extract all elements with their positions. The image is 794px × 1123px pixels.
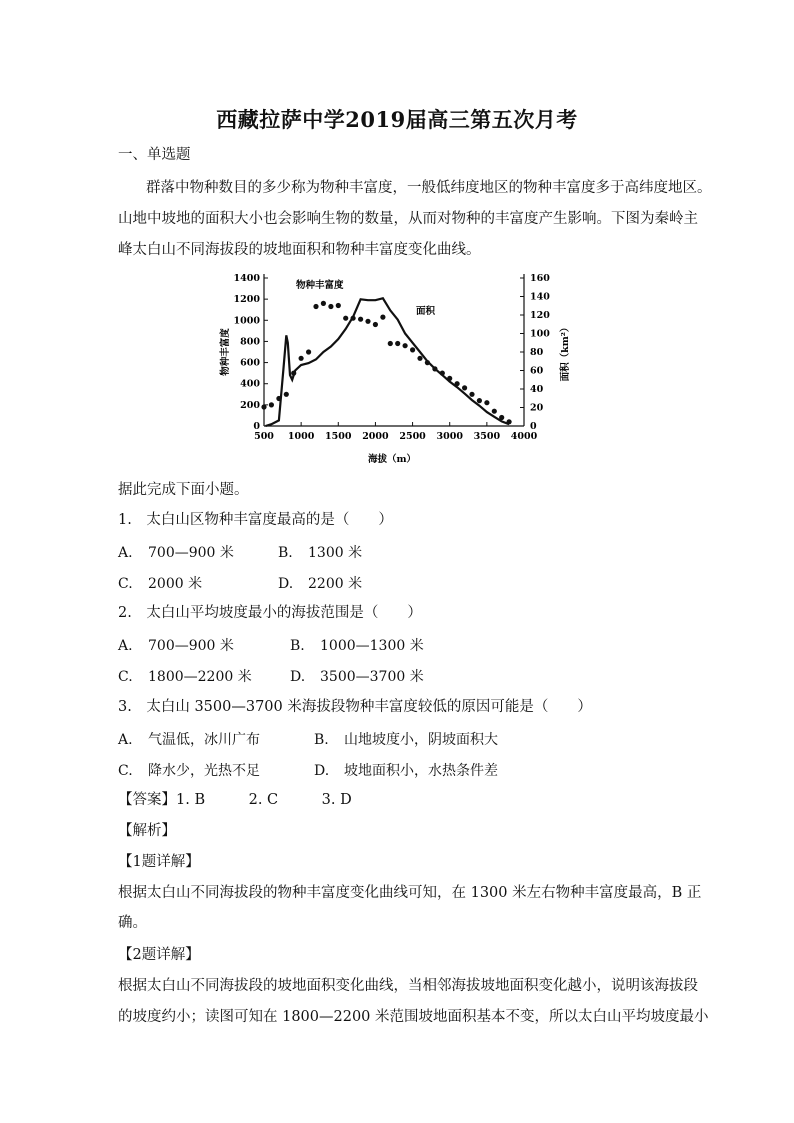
y-axis-label-right: 面积（km²） — [560, 322, 571, 382]
x-tick-label: 1000 — [287, 431, 315, 442]
detail-1-heading: 【1题详解】 — [118, 854, 200, 870]
richness-point — [336, 303, 341, 308]
q1-option-b-key: B. — [278, 545, 293, 561]
richness-point — [403, 343, 408, 348]
detail-2-line-2: 的坡度约小；读图可知在 1800—2200 米范围坡地面积基本不变，所以太白山平均坡度最小 — [118, 1009, 709, 1025]
x-tick-label: 4000 — [510, 431, 538, 442]
richness-point — [469, 392, 474, 397]
area-series-line — [266, 298, 510, 426]
q2-option-b — [290, 635, 424, 655]
instruction: 据此完成下面小题。 — [118, 482, 249, 498]
x-tick-label: 2500 — [399, 431, 426, 442]
richness-point — [492, 409, 497, 414]
y-right-tick-label: 20 — [530, 402, 544, 414]
question-2-stem: 2. 太白山平均坡度最小的海拔范围是（ ） — [118, 605, 422, 621]
richness-point — [380, 315, 385, 320]
richness-point — [417, 356, 422, 361]
y-right-tick-label: 140 — [530, 291, 550, 303]
y-right-tick-label: 0 — [530, 421, 537, 432]
richness-point — [499, 415, 504, 420]
richness-series-label: 物种丰富度 — [296, 280, 344, 291]
q2-option-c-key: C. — [118, 669, 133, 685]
q1-option-a-text: 700—900 米 — [148, 545, 234, 561]
richness-point — [321, 301, 326, 306]
q1-option-d-text: 2200 米 — [308, 576, 363, 592]
q2-option-b-text: 1000—1300 米 — [320, 638, 424, 654]
q2-option-a-text: 700—900 米 — [148, 638, 234, 654]
y-axis-label-left: 物种丰富度 — [220, 328, 231, 376]
y-left-tick-label: 1000 — [233, 315, 260, 327]
x-tick-label: 3000 — [436, 431, 463, 442]
q3-option-a-key: A. — [118, 732, 133, 748]
q2-option-b-key: B. — [290, 638, 305, 654]
y-right-tick-label: 60 — [530, 365, 544, 377]
richness-point — [269, 402, 274, 407]
q1-option-a — [118, 542, 234, 562]
richness-point — [328, 304, 333, 309]
richness-point — [343, 316, 348, 321]
q2-option-d-text: 3500—3700 米 — [320, 669, 424, 685]
q3-option-c-key: C. — [118, 763, 133, 779]
y-right-tick-label: 80 — [530, 347, 544, 358]
document-title: 西藏拉萨中学2019届高三第五次月考 — [216, 107, 578, 132]
x-axis-label: 海拔（m） — [367, 454, 417, 465]
detail-2-heading: 【2题详解】 — [118, 947, 200, 963]
y-right-tick-label: 100 — [530, 328, 550, 340]
q2-option-d — [290, 666, 424, 686]
intro-line-1: 群落中物种数目的多少称为物种丰富度，一般低纬度地区的物种丰富度多于高纬度地区。 — [146, 180, 712, 196]
q3-option-a — [118, 729, 260, 749]
y-left-tick-label: 400 — [240, 378, 260, 390]
y-left-tick-label: 200 — [240, 399, 260, 411]
richness-point — [395, 341, 400, 346]
richness-point — [365, 319, 370, 324]
richness-point — [447, 376, 452, 381]
y-left-tick-label: 1400 — [233, 273, 260, 284]
q1-option-b-text: 1300 米 — [308, 545, 363, 561]
richness-point — [261, 404, 266, 409]
y-left-tick-label: 800 — [240, 336, 260, 348]
richness-point — [410, 347, 415, 352]
q3-option-d-text: 坡地面积小，水热条件差 — [344, 763, 498, 779]
q2-option-d-key: D. — [290, 669, 306, 685]
richness-point — [432, 366, 437, 371]
richness-point — [351, 316, 356, 321]
richness-point — [507, 419, 512, 424]
intro-line-2: 山地中坡地的面积大小也会影响生物的数量，从而对物种的丰富度产生影响。下图为秦岭主 — [118, 211, 698, 227]
question-3-stem: 3. 太白山 3500—3700 米海拔段物种丰富度较低的原因可能是（ ） — [118, 699, 592, 715]
richness-point — [425, 360, 430, 365]
richness-point — [455, 381, 460, 386]
q3-option-c-text: 降水少，光热不足 — [148, 763, 260, 779]
y-left-tick-label: 600 — [240, 357, 260, 369]
area-series-label: 面积 — [416, 306, 436, 317]
q1-option-d-key: D. — [278, 576, 294, 592]
richness-point — [388, 341, 393, 346]
q1-option-a-key: A. — [118, 545, 133, 561]
q2-option-a — [118, 635, 234, 655]
q1-option-c — [118, 573, 202, 593]
q1-option-b — [278, 542, 362, 562]
x-tick-label: 1500 — [325, 431, 352, 442]
q1-option-c-text: 2000 米 — [148, 576, 203, 592]
richness-point — [462, 385, 467, 390]
richness-point — [284, 392, 289, 397]
q3-option-d — [314, 760, 498, 780]
q2-option-c — [118, 666, 252, 686]
y-left-tick-label: 0 — [253, 421, 260, 432]
analysis-heading: 【解析】 — [118, 823, 176, 839]
answer-key: 【答案】1. B 2. C 3. D — [118, 792, 352, 808]
q3-option-a-text: 气温低，冰川广布 — [148, 732, 260, 748]
richness-point — [358, 317, 363, 322]
richness-point — [313, 304, 318, 309]
chart-svg — [214, 266, 574, 466]
elevation-chart — [214, 266, 574, 466]
q3-option-c — [118, 760, 260, 780]
richness-point — [299, 356, 304, 361]
x-tick-label: 3500 — [473, 431, 501, 442]
richness-point — [373, 322, 378, 327]
y-right-tick-label: 120 — [530, 310, 550, 321]
y-right-tick-label: 160 — [530, 273, 550, 284]
q3-option-b-text: 山地坡度小，阴坡面积大 — [344, 732, 498, 748]
question-1-stem: 1. 太白山区物种丰富度最高的是（ ） — [118, 512, 393, 528]
q1-option-d — [278, 573, 362, 593]
richness-point — [291, 371, 296, 376]
richness-point — [276, 396, 281, 401]
section-heading: 一、单选题 — [118, 147, 191, 163]
y-right-tick-label: 40 — [530, 384, 544, 395]
q3-option-b-key: B. — [314, 732, 329, 748]
richness-point — [484, 400, 489, 405]
richness-point — [477, 398, 482, 403]
x-tick-label: 500 — [254, 431, 274, 442]
intro-line-3: 峰太白山不同海拔段的坡地面积和物种丰富度变化曲线。 — [118, 242, 481, 258]
detail-1-line-2: 确。 — [118, 915, 147, 931]
q2-option-c-text: 1800—2200 米 — [148, 669, 252, 685]
detail-1-line-1: 根据太白山不同海拔段的物种丰富度变化曲线可知，在 1300 米左右物种丰富度最高，B 正 — [118, 885, 702, 901]
richness-point — [306, 349, 311, 354]
richness-point — [440, 371, 445, 376]
q1-option-c-key: C. — [118, 576, 133, 592]
q3-option-b — [314, 729, 498, 749]
x-tick-label: 2000 — [362, 431, 389, 442]
q2-option-a-key: A. — [118, 638, 133, 654]
q3-option-d-key: D. — [314, 763, 330, 779]
detail-2-line-1: 根据太白山不同海拔段的坡地面积变化曲线，当相邻海拔坡地面积变化越小，说明该海拔段 — [118, 978, 698, 994]
y-left-tick-label: 1200 — [233, 294, 260, 306]
